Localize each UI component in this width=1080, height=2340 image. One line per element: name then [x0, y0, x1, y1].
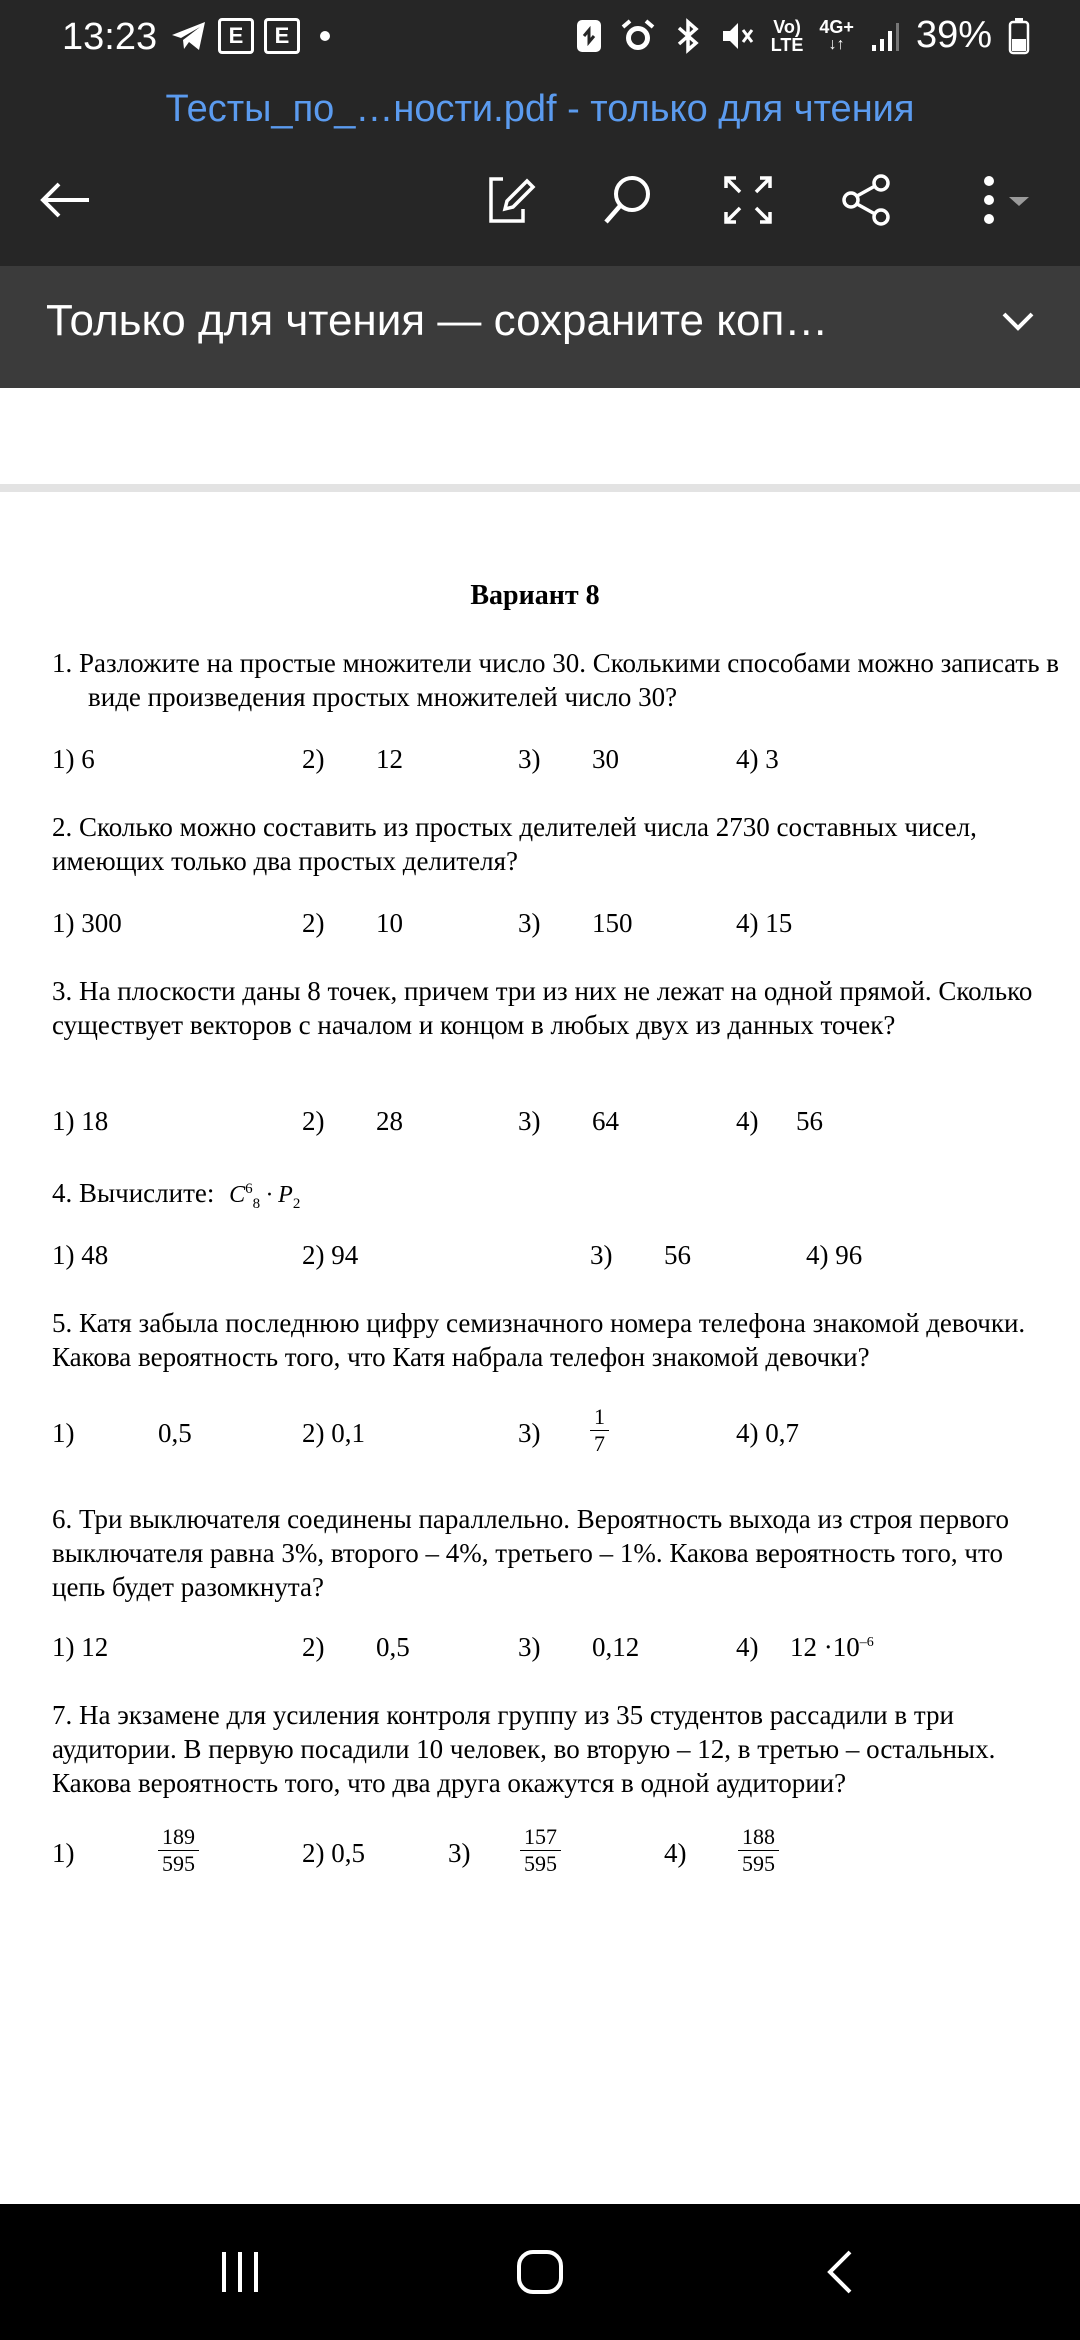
answer-value: 56 [796, 1106, 823, 1136]
e-icon: E [264, 18, 300, 54]
network-label: 4G+ ↓↑ [819, 16, 854, 53]
fraction-answer: $\frac{189}{595}$ [158, 1824, 199, 1877]
search-icon[interactable] [596, 168, 660, 232]
answer-option: 2) [302, 908, 325, 938]
question-7: 7. На экзамене для усиления контроля группу из 35 студентов рассадили в три аудитории. В первую посадили 10 человек, во вторую – 12, в третью – остальных. Какова вероятность того, что два друга окажутся в одной аудитории? [52, 1700, 996, 1798]
answer-option: 2) 0,5 [302, 1838, 365, 1868]
answer-value: $12 \cdot 10^{-6}$ [790, 1632, 874, 1662]
question-6: 6. Три выключателя соединены параллельно. Вероятность выхода из строя первого выключателя равна 3%, второго – 4%, третьего – 1%. Какова вероятность того, что цепь будет разомкнута? [52, 1504, 1010, 1602]
answer-option: 1) 18 [52, 1106, 109, 1136]
answer-option: 4) 0,7 [736, 1418, 799, 1448]
question-4 [52, 1172, 1060, 1221]
back-icon[interactable] [800, 2248, 880, 2296]
answer-option: 2) [302, 744, 325, 774]
answer-option: 3) [518, 1632, 541, 1662]
edit-icon[interactable] [478, 168, 542, 232]
answer-value: 0,5 [158, 1418, 192, 1448]
answer-option: 1) 12 [52, 1632, 109, 1662]
answer-option: 2) 94 [302, 1240, 359, 1270]
signal-icon [870, 19, 900, 53]
home-icon[interactable] [500, 2248, 580, 2296]
answer-value: 12 [376, 744, 403, 774]
fullscreen-icon[interactable] [716, 168, 780, 232]
answers-2 [52, 908, 1060, 948]
recent-apps-icon[interactable] [200, 2248, 280, 2296]
question-4-text: 4. Вычислите: [52, 1178, 215, 1208]
answer-value: 56 [664, 1240, 691, 1270]
answers-7 [52, 1824, 1060, 1878]
battery-percent: 39% [915, 14, 992, 56]
answer-value: 10 [376, 908, 403, 938]
app-bar [0, 80, 1080, 266]
answer-value: 64 [592, 1106, 619, 1136]
answer-option: 4) 3 [736, 744, 779, 774]
battery-icon [1008, 17, 1030, 55]
mute-icon [719, 18, 755, 54]
answer-option: 4) [736, 1632, 759, 1662]
status-time: 13:23 [62, 16, 158, 58]
answer-value: 30 [592, 744, 619, 774]
variant-title: Вариант 8 [470, 580, 600, 611]
document-title[interactable]: Тесты_по_…ности.pdf - только для чтения [165, 88, 915, 130]
status-bar [0, 0, 1080, 80]
answer-value: 0,5 [376, 1632, 410, 1662]
answer-option: 2) [302, 1106, 325, 1136]
answer-option: 4) [664, 1838, 687, 1868]
fraction-answer: $\frac{157}{595}$ [520, 1824, 561, 1877]
answer-option: 1) 300 [52, 908, 122, 938]
question-3: 3. На плоскости даны 8 точек, причем три из них не лежат на одной прямой. Сколько существует векторов с началом и концом в любых двух из данных точек? [52, 976, 1033, 1040]
navigation-bar [0, 2204, 1080, 2340]
answers-3 [52, 1106, 1060, 1146]
question-5: 5. Катя забыла последнюю цифру семизначного номера телефона знакомой девочки. Какова вероятность того, что Катя набрала телефон знакомой девочки? [52, 1308, 1026, 1372]
answer-option: 1) 6 [52, 744, 95, 774]
answer-option: 3) [590, 1240, 613, 1270]
chevron-down-icon[interactable] [996, 300, 1040, 349]
answers-5 [52, 1404, 1060, 1458]
answer-option: 4) [736, 1106, 759, 1136]
answer-value: 0,12 [592, 1632, 640, 1662]
answer-option: 4) 15 [736, 908, 793, 938]
calendar-badge-icon [575, 18, 603, 54]
answer-option: 2) 0,1 [302, 1418, 365, 1448]
answers-4 [52, 1240, 1060, 1280]
dot-icon [320, 31, 330, 41]
status-left-icons [170, 18, 330, 54]
answer-option: 3) [518, 1106, 541, 1136]
fraction-answer: $\frac{1}{7}$ [590, 1404, 609, 1457]
page-separator [0, 484, 1080, 492]
alarm-icon [619, 18, 657, 54]
answers-6 [52, 1632, 1060, 1672]
answer-option: 3) [518, 908, 541, 938]
answer-option: 1) [52, 1838, 75, 1868]
fraction-answer: $\frac{188}{595}$ [738, 1824, 779, 1877]
answer-option: 3) [448, 1838, 471, 1868]
answer-option: 3) [518, 744, 541, 774]
answer-option: 4) 96 [806, 1240, 863, 1270]
banner-text: Только для чтения — сохраните коп… [46, 296, 829, 345]
share-icon[interactable] [834, 168, 898, 232]
read-only-banner[interactable] [0, 266, 1080, 388]
question-2: 2. Сколько можно составить из простых делителей числа 2730 составных чисел, имеющих только два простых делителя? [52, 812, 977, 876]
answer-option: 1) 48 [52, 1240, 109, 1270]
answers-1 [52, 744, 1060, 784]
answer-value: 150 [592, 908, 633, 938]
answer-option: 3) [518, 1418, 541, 1448]
more-icon[interactable] [964, 168, 1044, 232]
back-arrow-icon[interactable] [30, 170, 100, 230]
telegram-icon [170, 19, 208, 53]
status-right-icons [575, 14, 1030, 57]
combination-formula: $C^6_8 \cdot P_2$ [229, 1181, 301, 1212]
e-icon: E [218, 18, 254, 54]
answer-option: 2) [302, 1632, 325, 1662]
pdf-page [0, 492, 1080, 2204]
question-1: 1. Разложите на простые множители число 30. Сколькими способами можно записать в виде произведения простых множителей число 30? [52, 648, 1060, 712]
answer-option: 1) [52, 1418, 75, 1448]
answer-value: 28 [376, 1106, 403, 1136]
bluetooth-icon [673, 18, 703, 54]
volte-label: Vo) LTE [770, 16, 804, 55]
